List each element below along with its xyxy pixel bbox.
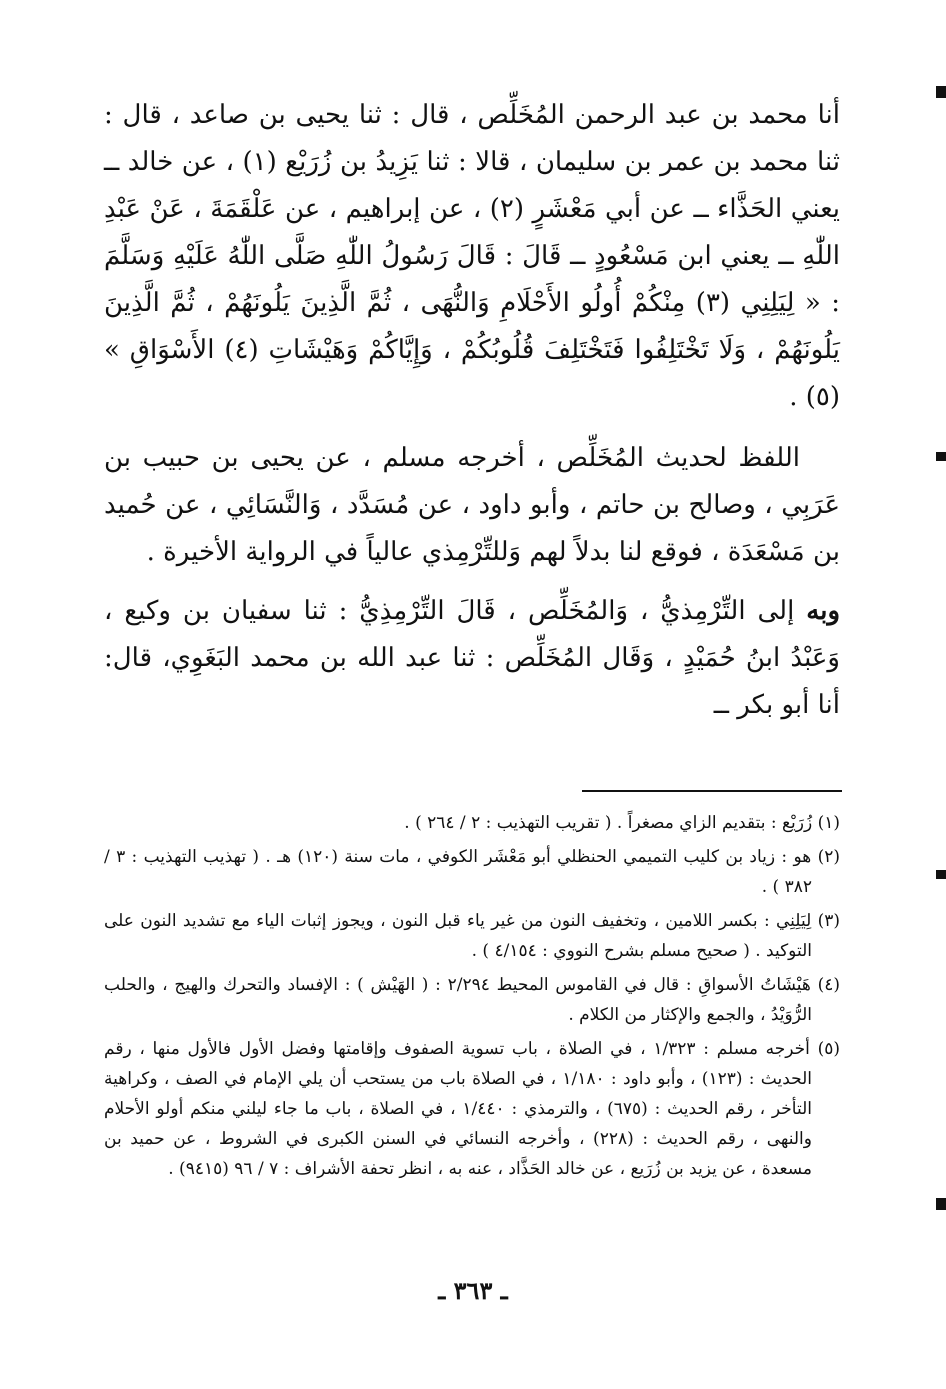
paragraph-lead-word: وبه [806,596,840,626]
footnote-separator [582,790,842,792]
paragraph-chain [104,588,840,729]
scan-edge-mark [936,870,946,879]
footnote-3: (٣) لِيَلِنِي : بكسر اللامين ، وتخفيف النون من غير ياء قبل النون ، ويجوز إثبات الياء مع تشديد النون على التوكيد . ( صحيح مسلم بشرح النووي : ٤/١٥٤ ) . [104,911,840,961]
paragraph-hadith: أنا محمد بن عبد الرحمن المُخَلِّص ، قال : ثنا يحيى بن صاعد ، قال : ثنا محمد بن عمر بن سليمان ، قالا : ثنا يَزِيدُ بن زُرَيْع (١) ، عن خالد ــ يعني الحَذَّاء ــ عن أبي مَعْشَرٍ (٢) ، عن إبراهيم ، عن عَلْقَمَةَ ، عَنْ عَبْدِ اللّٰهِ ــ يعني ابن مَسْعُودٍ ــ قَالَ : قَالَ رَسُولُ اللّٰهِ صَلَّى اللّٰهُ عَلَيْهِ وَسَلَّمَ : « لِيَلِنِي (٣) مِنْكُمْ أُولُو الأَحْلَامِ وَالنُّهَى ، ثُمَّ الَّذِينَ يَلُونَهُمْ ، ثُمَّ الَّذِينَ يَلُونَهُمْ ، وَلَا تَخْتَلِفُوا فَتَخْتَلِفَ قُلُوبُكُمْ ، وَإِيَّاكُمْ وَهَيْشَاتِ (٤) الأَسْوَاقِ » (٥) . [104,100,841,412]
footnotes [104,808,840,1188]
footnote-4: (٤) هَيْشَاتُ الأسواقِ : قال في القاموس المحيط ٢/٢٩٤ : ( الهَيْش ) : الإفساد والتحرك والهيج ، والحلب الرُّوَيْدُ ، والجمع والإكثار من الكلام . [104,975,840,1025]
footnote-5: (٥) أخرجه مسلم : ١/٣٢٣ ، في الصلاة ، باب تسوية الصفوف وإقامتها وفضل الأول فالأول منها ، رقم الحديث : (١٢٣) ، وأبو داود : ١/١٨٠ ، في الصلاة باب من يستحب أن يلي الإمام في الصف ، وكراهية التأخر ، رقم الحديث : (٦٧٥) ، والترمذي : ١/٤٤٠ ، في الصلاة ، باب ما جاء ليلني منكم أولو الأحلام والنهى ، رقم الحديث : (٢٢٨) ، وأخرجه النسائي في السنن الكبرى في الشروط ، عن حميد بن مسعدة ، عن يزيد بن زُرَيع ، عن خالد الحَذَّاد ، عنه به ، انظر تحفة الأشراف : ٧ / ٩٦ (٩٤١٥) . [104,1039,840,1179]
page-number: ـ ٣٦٣ ـ [438,1276,508,1305]
main-text [104,92,840,729]
paragraph-takhrij: اللفظ لحديث المُخَلِّص ، أخرجه مسلم ، عن يحيى بن حبيب بن عَرَبِي ، وصالح بن حاتم ، وأبو داود ، عن مُسَدَّد ، وَالنَّسَائِي ، عن حُميد بن مَسْعَدَة ، فوقع لنا بدلاً لهم وَللتِّرْمِذي عالياً في الرواية الأخيرة . [104,443,840,567]
scan-edge-mark [936,86,946,98]
scan-edge-mark [936,452,946,461]
footnote-1: (١) زُرَيْع : بتقديم الزاي مصغراً . ( تقريب التهذيب : ٢ / ٢٦٤ ) . [404,813,840,833]
footnote-2: (٢) هو : زياد بن كليب التميمي الحنظلي أبو مَعْشَر الكوفي ، مات سنة (١٢٠) هـ . ( تهذيب التهذيب : ٣ / ٣٨٢ ) . [104,847,840,897]
paragraph-chain-text: إلى التِّرْمِذيُّ ، وَالمُخَلِّص ، قَالَ التِّرْمِذِيُّ : ثنا سفيان بن وكيع ، وَعَبْدُ ابنُ حُمَيْدٍ ، وَقَال المُخَلِّص : ثنا عبد الله بن محمد البَغَوِي، قال: أنا أبو بكر ــ [104,596,840,720]
scan-edge-mark [936,1198,946,1210]
